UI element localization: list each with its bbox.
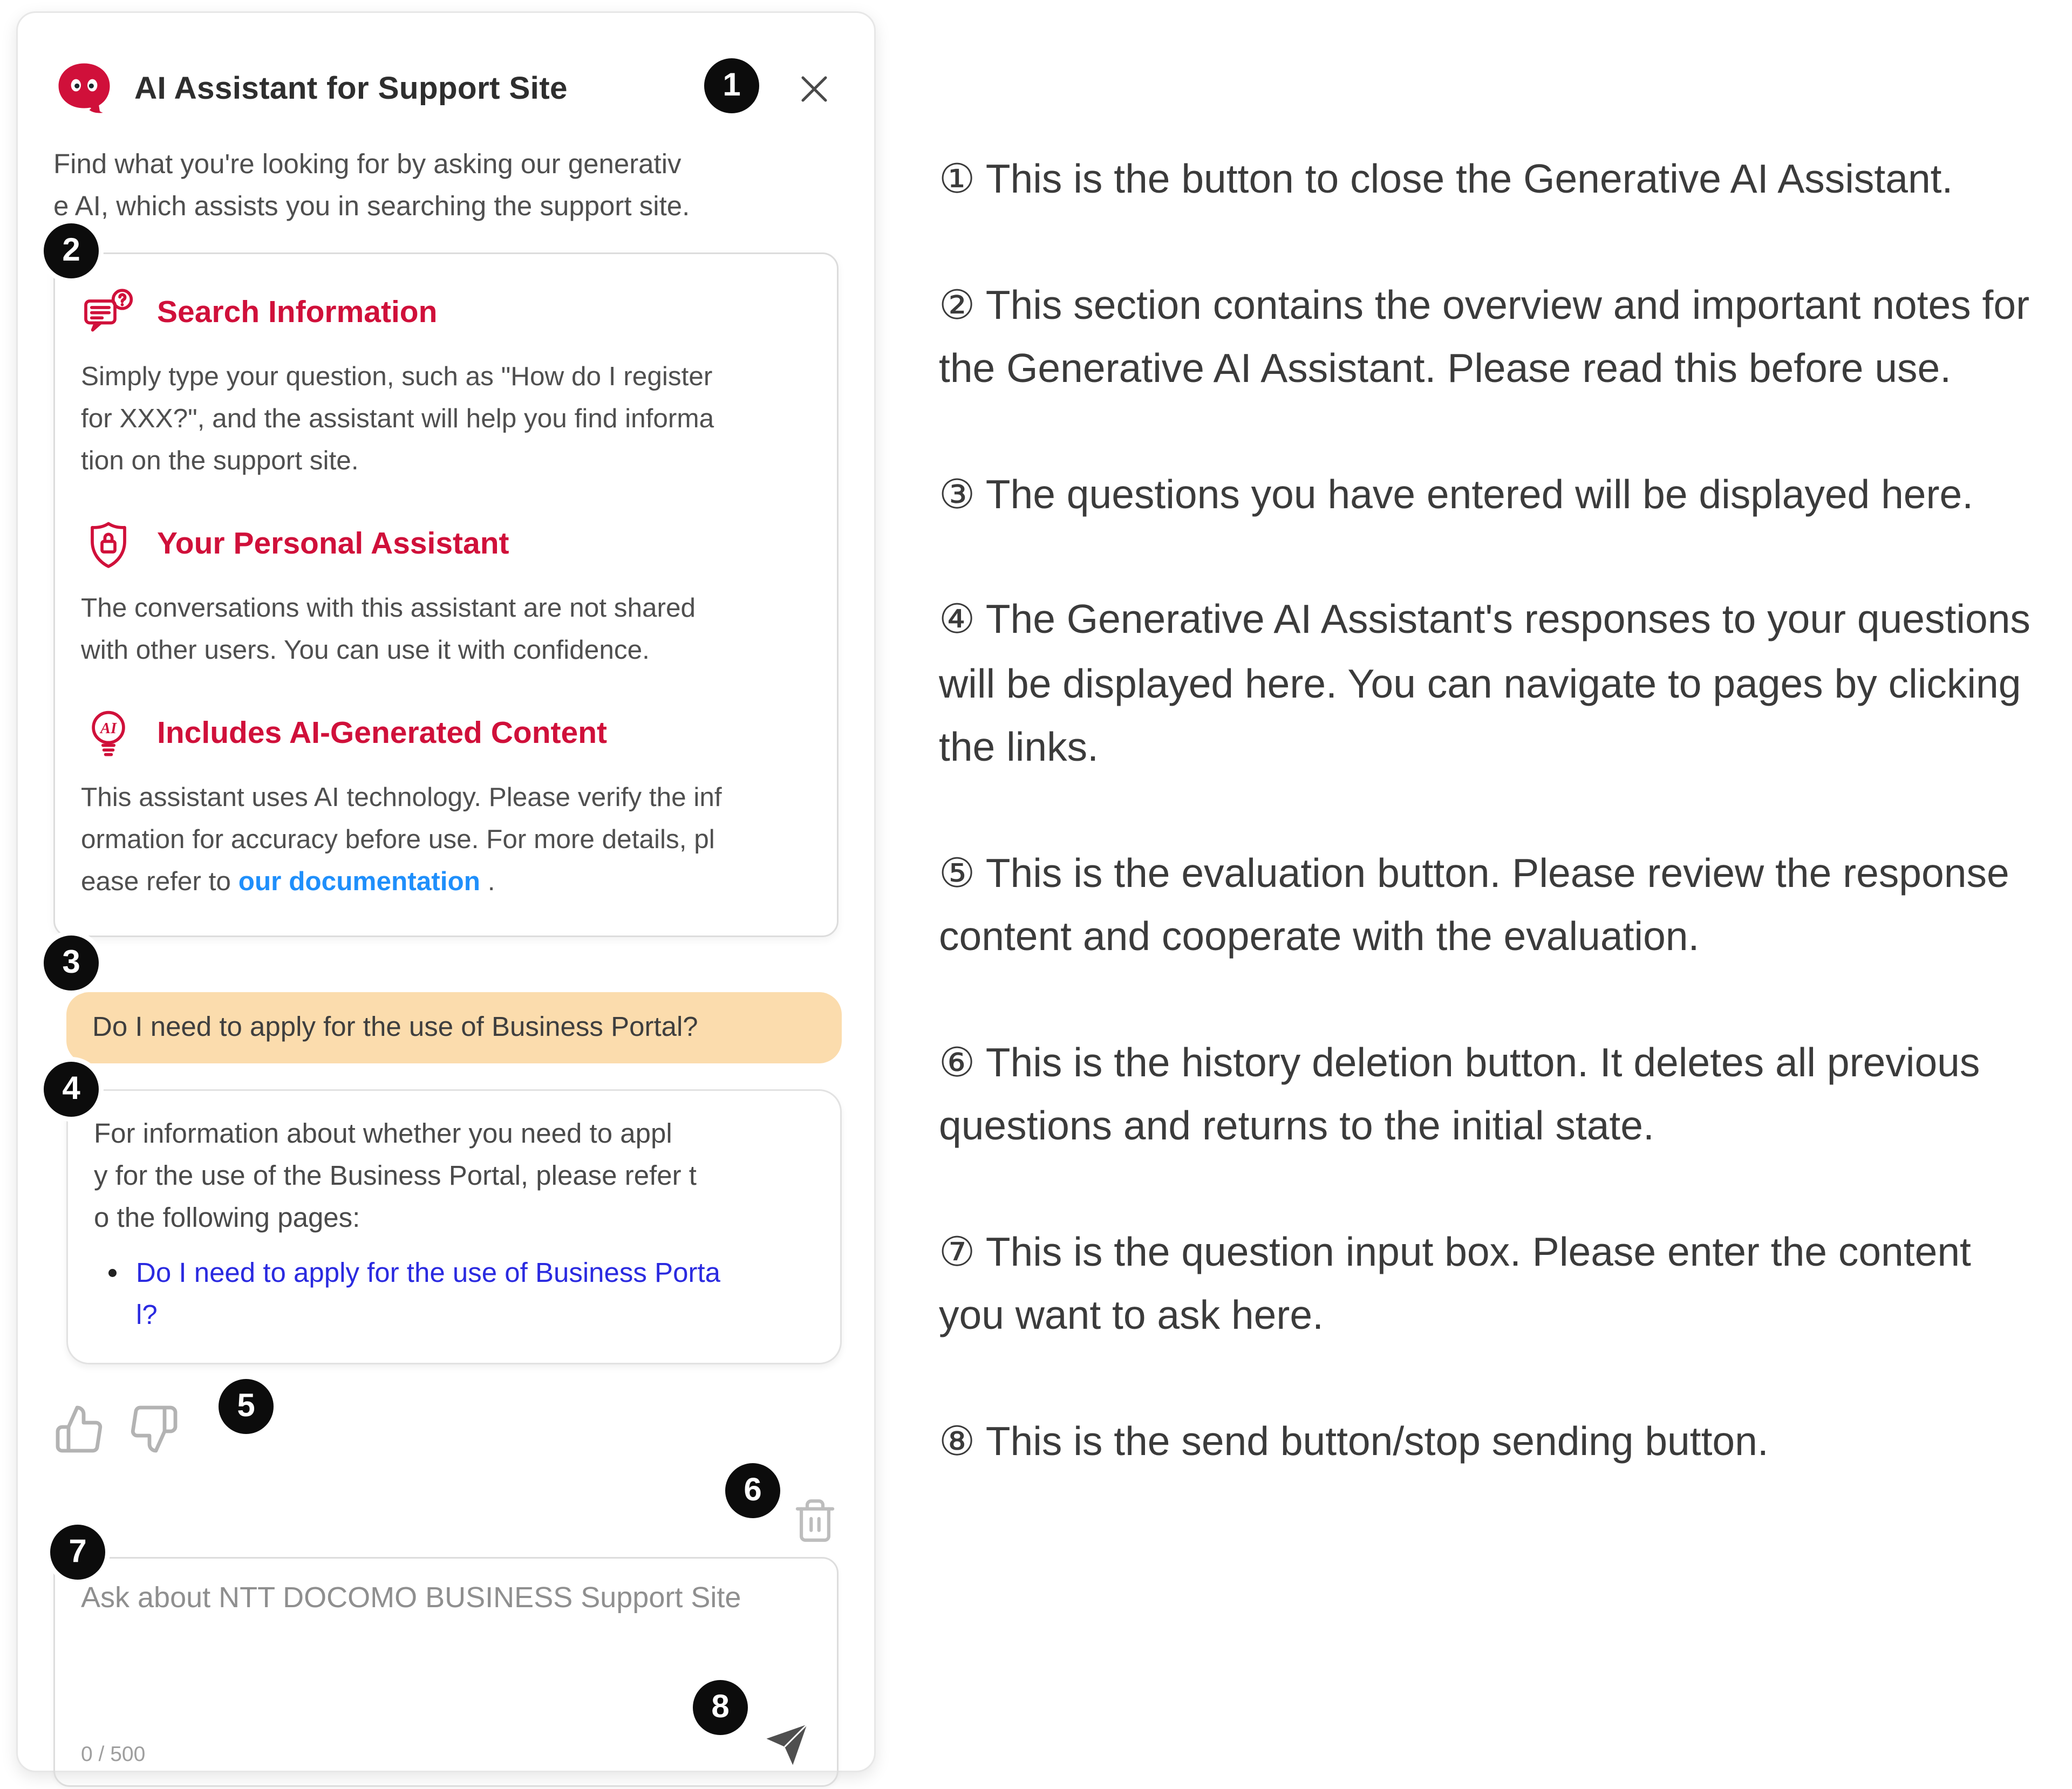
annotation-badge-4: 4	[44, 1062, 99, 1117]
history-row	[53, 1497, 839, 1544]
section-ai-generated-content	[81, 707, 811, 903]
annotation-badge-1: 1	[704, 58, 759, 113]
section-search-information	[81, 286, 811, 482]
overview-card	[53, 252, 839, 937]
list-item	[136, 1253, 814, 1337]
assistant-response-text: For information about whether you need to appl y for the use of the Business Portal, please refer t o the following pages:	[94, 1118, 697, 1233]
assistant-mascot-icon	[53, 58, 115, 120]
ai-assistant-panel	[16, 11, 876, 1772]
section-body: This assistant uses AI technology. Please verify the inf ormation for accuracy before use. For more details, pl ease refer to our documentation .	[81, 783, 722, 897]
annotation-notes	[939, 149, 2043, 1536]
ai-bulb-icon	[81, 707, 136, 762]
annotation-badge-8: 8	[693, 1680, 748, 1735]
section-title: Search Information	[157, 296, 438, 330]
annotation-note-5: ⑤ This is the evaluation button. Please review the response content and cooperate with the evaluation.	[939, 850, 2009, 960]
panel-title: AI Assistant for Support Site	[134, 70, 568, 106]
section-title: Includes AI-Generated Content	[157, 717, 607, 751]
shield-lock-icon	[81, 518, 136, 573]
annotation-badge-7: 7	[50, 1525, 105, 1580]
annotation-note-2: ② This section contains the overview and important notes for the Generative AI Assistant. Please read this before use.	[939, 282, 2030, 392]
annotation-badge-2: 2	[44, 223, 99, 278]
answer-page-link[interactable]: Do I need to apply for the use of Business Porta l?	[136, 1258, 720, 1330]
section-title: Your Personal Assistant	[157, 528, 509, 562]
annotation-note-4: ④ The Generative AI Assistant's responses to your questions will be displayed here. You can navigate to pages by clicking the links.	[939, 597, 2030, 770]
thumbs-down-icon[interactable]	[128, 1403, 180, 1455]
send-icon[interactable]	[762, 1720, 811, 1769]
annotation-badge-6: 6	[725, 1463, 780, 1518]
feedback-row	[53, 1403, 839, 1455]
section-body: Simply type your question, such as "How do I register for XXX?", and the assistant will help you find informa tion on the support site.	[81, 363, 714, 476]
annotation-note-3: ③ The questions you have entered will be displayed here.	[939, 472, 1974, 517]
annotation-note-7: ⑦ This is the question input box. Please enter the content you want to ask here.	[939, 1229, 1971, 1339]
question-input-box	[53, 1557, 839, 1787]
annotation-badge-3: 3	[44, 936, 99, 991]
annotation-note-1: ① This is the button to close the Generative AI Assistant.	[939, 157, 1953, 202]
chat-question-icon	[81, 286, 136, 342]
intro-text: Find what you're looking for by asking our generativ e AI, which assists you in searching the support site.	[53, 149, 690, 222]
trash-icon[interactable]	[792, 1497, 839, 1544]
documentation-link[interactable]: our documentation	[238, 868, 480, 897]
char-count: 0 / 500	[81, 1742, 146, 1766]
annotation-note-6: ⑥ This is the history deletion button. It deletes all previous questions and returns to the initial state.	[939, 1040, 1980, 1149]
assistant-response-bubble	[66, 1089, 842, 1364]
annotation-badge-5: 5	[219, 1379, 274, 1434]
assistant-response-links	[94, 1253, 814, 1337]
thumbs-up-icon[interactable]	[53, 1403, 105, 1455]
close-icon[interactable]	[793, 68, 835, 110]
section-body: The conversations with this assistant are not shared with other users. You can use it with confidence.	[81, 594, 696, 665]
svg-text:AI: AI	[100, 720, 117, 737]
user-question-bubble: Do I need to apply for the use of Business Portal?	[66, 992, 842, 1063]
annotation-note-8: ⑧ This is the send button/stop sending button.	[939, 1418, 1769, 1464]
section-personal-assistant	[81, 518, 811, 672]
